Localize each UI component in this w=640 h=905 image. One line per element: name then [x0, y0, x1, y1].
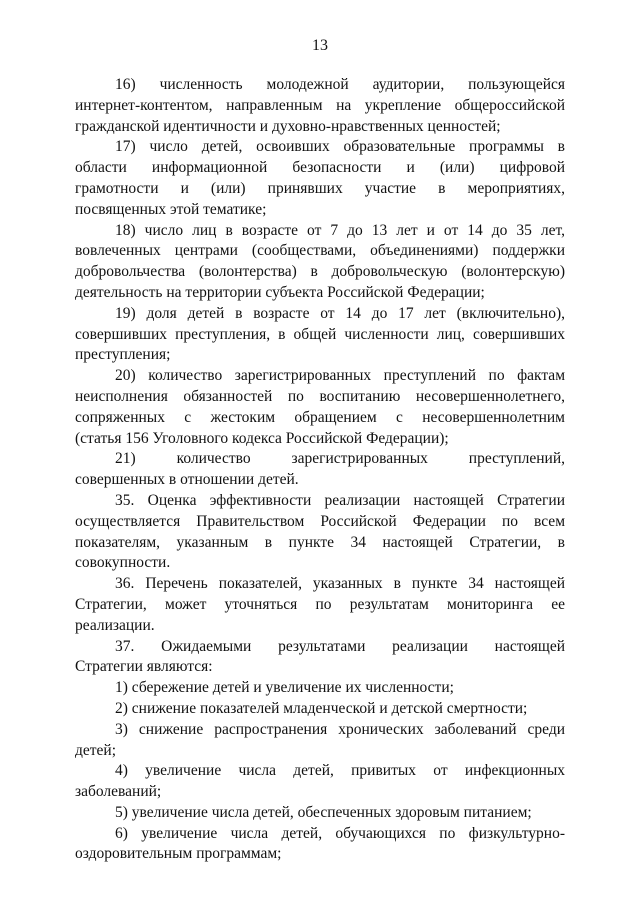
text-line: (статья 156 Уголовного кодекса Российской Федерации); — [75, 429, 449, 447]
text-line: 35. Оценка эффективности реализации настоящей Стратегии — [115, 491, 565, 509]
text-line: Стратегии являются: — [75, 658, 213, 676]
paragraph-p19 — [75, 304, 565, 366]
paragraph-p36 — [75, 574, 565, 636]
text-line: 4) увеличение числа детей, привитых от инфекционных — [115, 762, 565, 780]
text-line: совершенных в отношении детей. — [75, 471, 299, 489]
text-line: сопряженных с жестоким обращением с несовершеннолетним — [75, 408, 565, 426]
text-line: 17) число детей, освоивших образовательные программы в — [115, 138, 565, 156]
paragraph-r2 — [75, 699, 565, 720]
paragraph-r5 — [75, 803, 565, 824]
text-line: 18) число лиц в возрасте от 7 до 13 лет и от 14 до 35 лет, — [115, 221, 565, 239]
text-line: деятельность на территории субъекта Российской Федерации; — [75, 283, 485, 301]
text-line: 36. Перечень показателей, указанных в пункте 34 настоящей — [115, 575, 565, 593]
text-line: интернет-контентом, направленным на укрепление общероссийской — [75, 96, 565, 114]
paragraph-p35 — [75, 491, 565, 574]
text-line: преступления; — [75, 346, 171, 364]
text-line: 2) снижение показателей младенческой и детской смертности; — [115, 699, 528, 717]
text-line: 37. Ожидаемыми результатами реализации настоящей — [115, 637, 565, 655]
paragraph-p37 — [75, 637, 565, 679]
body-text — [75, 75, 565, 865]
text-line: реализации. — [75, 616, 155, 634]
text-line: совокупности. — [75, 554, 171, 572]
text-line: посвященных этой тематике; — [75, 200, 267, 218]
text-line: области информационной безопасности и (или) цифровой — [75, 159, 565, 177]
text-line: 20) количество зарегистрированных преступлений по фактам — [115, 367, 565, 385]
paragraph-p18 — [75, 221, 565, 304]
text-line: вовлеченных центрами (сообществами, объединениями) поддержки — [75, 242, 565, 260]
text-line: заболеваний; — [75, 783, 162, 801]
text-line: показателям, указанным в пункте 34 настоящей Стратегии, в — [75, 533, 565, 551]
paragraph-p20 — [75, 366, 565, 449]
text-line: неисполнения обязанностей по воспитанию несовершеннолетнего, — [75, 387, 565, 405]
text-line: совершивших преступления, в общей численности лиц, совершивших — [75, 325, 565, 343]
paragraph-p16 — [75, 75, 565, 137]
text-line: оздоровительным программам; — [75, 845, 282, 863]
text-line: Стратегии, может уточняться по результатам мониторинга ее — [75, 595, 565, 613]
paragraph-r6 — [75, 824, 565, 866]
text-line: 21) количество зарегистрированных преступлений, — [115, 450, 565, 468]
text-line: детей; — [75, 741, 117, 759]
paragraph-r4 — [75, 761, 565, 803]
page-number: 13 — [312, 37, 328, 54]
paragraph-p21 — [75, 449, 565, 491]
paragraph-r1 — [75, 678, 565, 699]
text-line: 6) увеличение числа детей, обучающихся по физкультурно- — [115, 824, 565, 842]
text-line: 3) снижение распространения хронических заболеваний среди — [115, 720, 565, 738]
text-line: 5) увеличение числа детей, обеспеченных здоровым питанием; — [115, 803, 532, 821]
text-line: добровольчества (волонтерства) в добровольческую (волонтерскую) — [75, 263, 565, 281]
text-line: 1) сбережение детей и увеличение их численности; — [115, 679, 454, 697]
paragraph-p17 — [75, 137, 565, 220]
text-line: осуществляется Правительством Российской Федерации по всем — [75, 512, 565, 530]
text-line: грамотности и (или) принявших участие в мероприятиях, — [75, 179, 565, 197]
text-line: 19) доля детей в возрасте от 14 до 17 лет (включительно), — [115, 304, 565, 322]
text-line: гражданской идентичности и духовно-нравственных ценностей; — [75, 117, 501, 135]
paragraph-r3 — [75, 720, 565, 762]
text-line: 16) численность молодежной аудитории, пользующейся — [115, 76, 565, 93]
